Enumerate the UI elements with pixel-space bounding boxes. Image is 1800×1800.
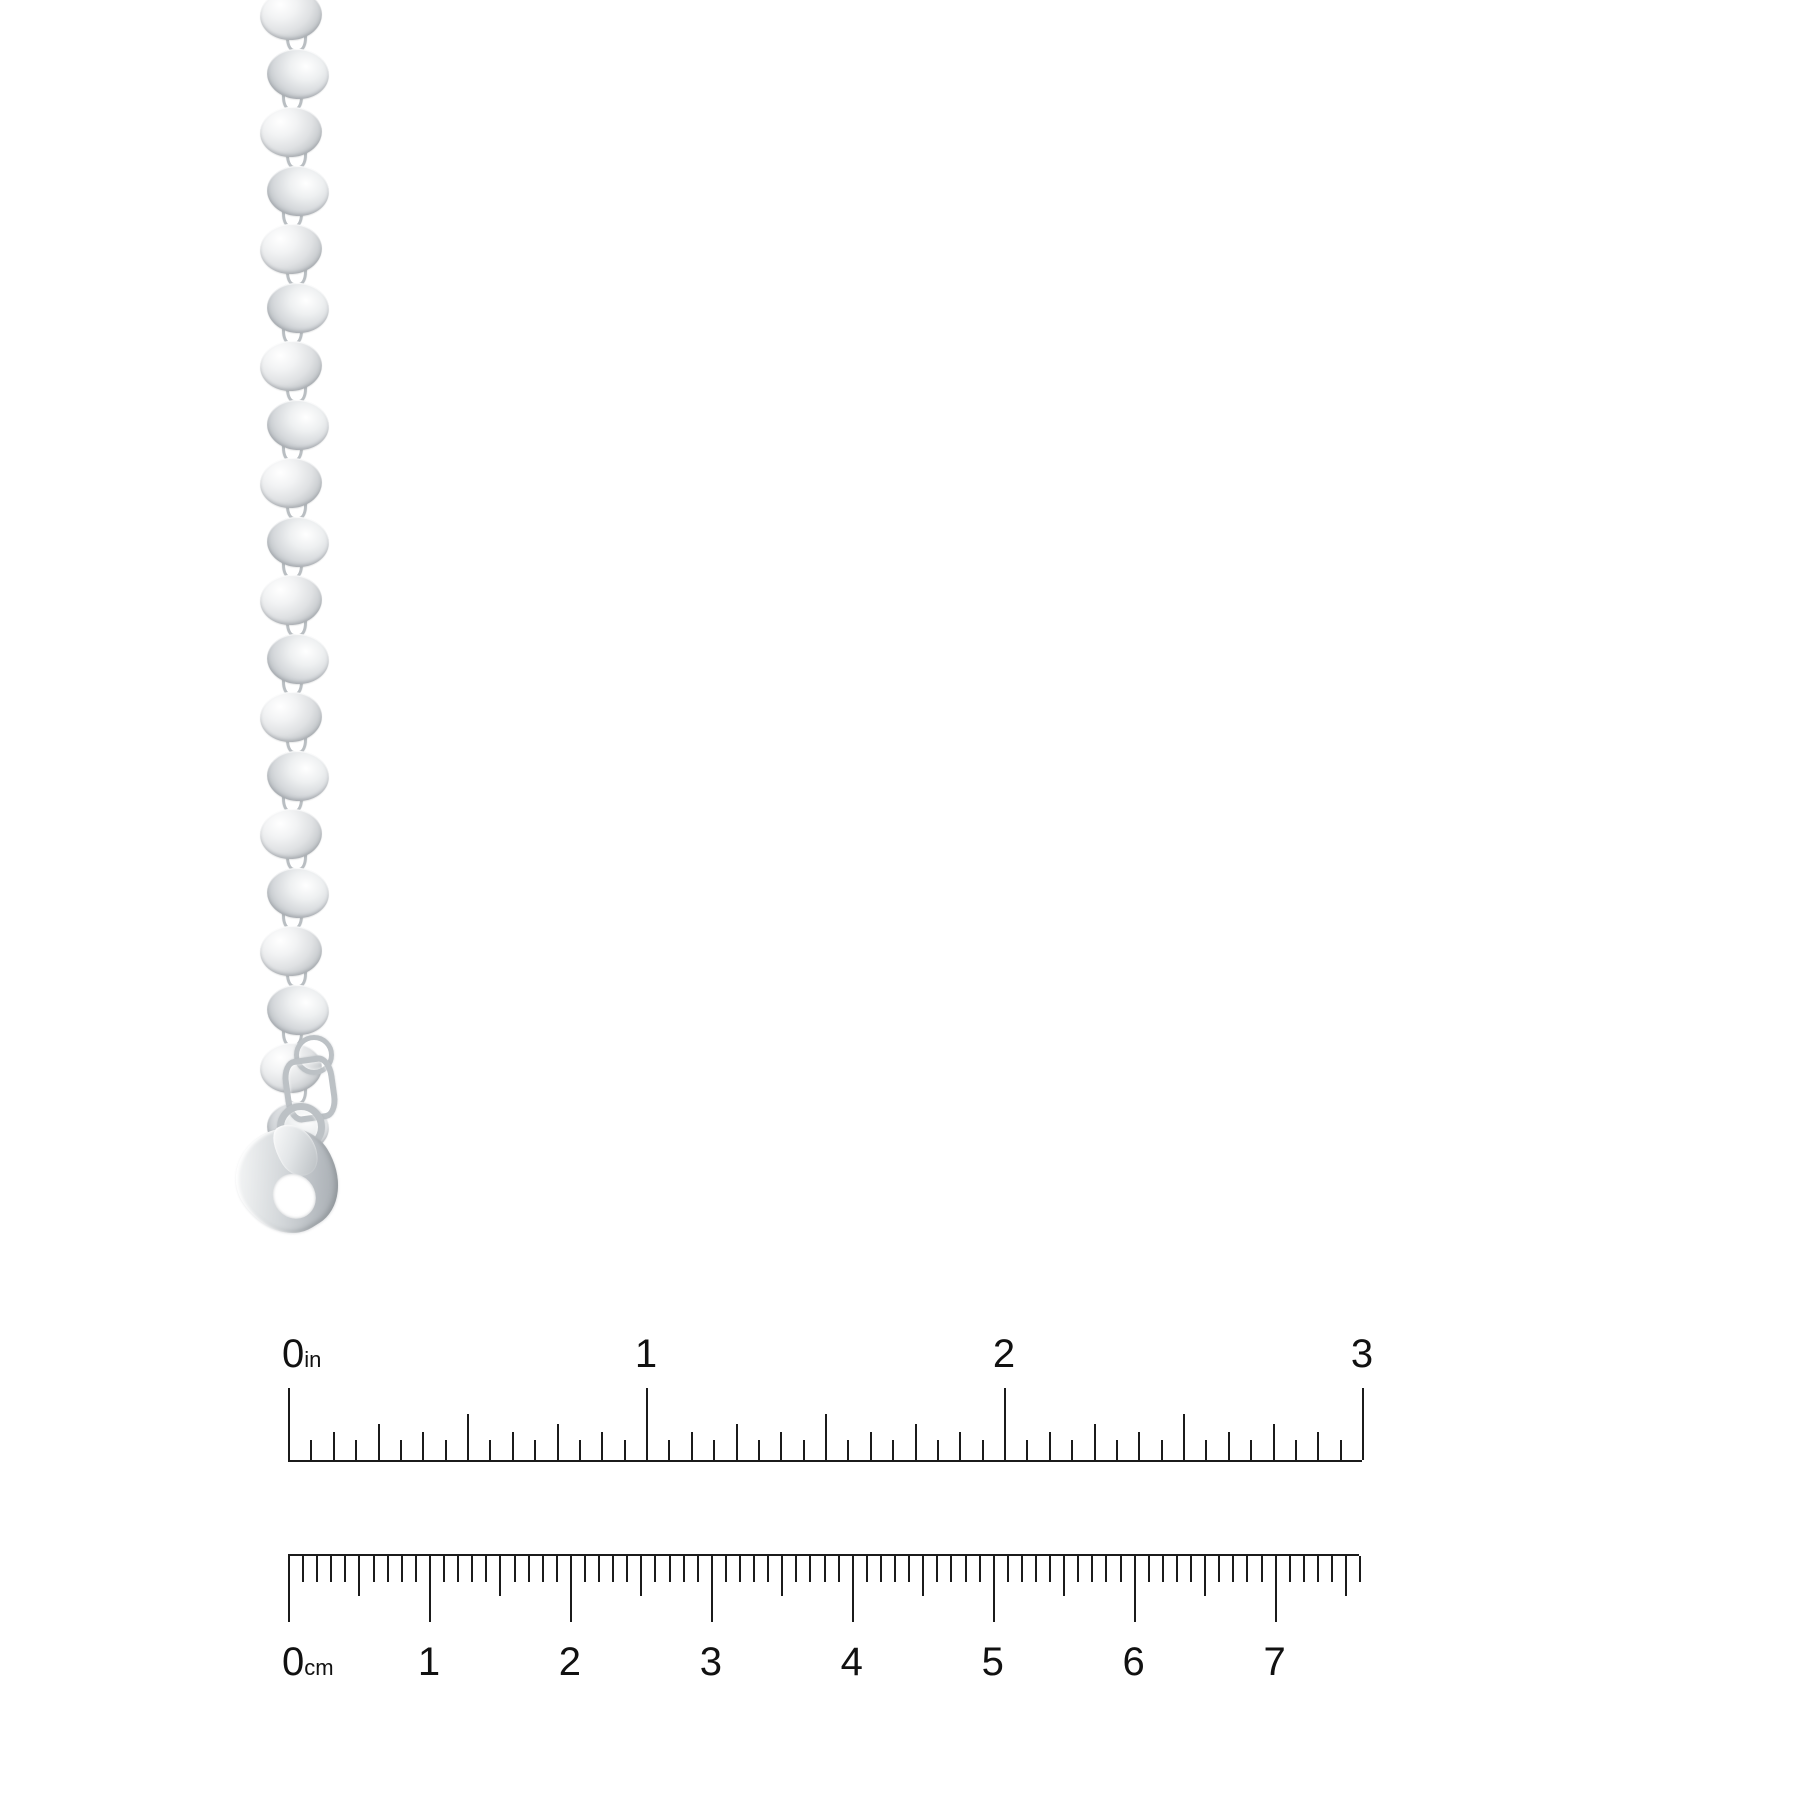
inch-minor-tick [1138, 1432, 1140, 1460]
cm-minor-tick [1359, 1556, 1361, 1582]
inch-minor-tick [1183, 1414, 1185, 1460]
cm-major-tick [570, 1556, 572, 1622]
inch-minor-tick [959, 1432, 961, 1460]
cm-minor-tick [654, 1556, 656, 1582]
cm-minor-tick [809, 1556, 811, 1582]
cm-major-tick [993, 1556, 995, 1622]
inch-minor-tick [512, 1432, 514, 1460]
chain-disc [258, 105, 323, 159]
cm-minor-tick [499, 1556, 501, 1596]
cm-minor-tick [640, 1556, 642, 1596]
cm-minor-tick [965, 1556, 967, 1582]
inch-minor-tick [1094, 1424, 1096, 1460]
cm-minor-tick [556, 1556, 558, 1582]
cm-minor-tick [1035, 1556, 1037, 1582]
cm-minor-tick [725, 1556, 727, 1582]
cm-minor-tick [1331, 1556, 1333, 1582]
cm-minor-tick [1021, 1556, 1023, 1582]
chain-disc [258, 690, 323, 744]
cm-minor-tick [697, 1556, 699, 1582]
cm-minor-tick [401, 1556, 403, 1582]
inch-minor-tick [1026, 1440, 1028, 1460]
disc-chain [255, 0, 395, 1050]
cm-minor-tick [683, 1556, 685, 1582]
chain-disc [258, 339, 323, 393]
chain-disc [265, 631, 330, 685]
inch-minor-tick [378, 1424, 380, 1460]
inch-major-tick [1362, 1388, 1364, 1460]
dual-unit-ruler [268, 1332, 1508, 1710]
cm-minor-tick [344, 1556, 346, 1582]
inch-minor-tick [691, 1432, 693, 1460]
cm-minor-tick [838, 1556, 840, 1582]
cm-minor-tick [330, 1556, 332, 1582]
inch-minor-tick [1205, 1440, 1207, 1460]
inch-major-tick [1004, 1388, 1006, 1460]
cm-minor-tick [542, 1556, 544, 1582]
inch-minor-tick [825, 1414, 827, 1460]
cm-minor-tick [1261, 1556, 1263, 1582]
cm-major-tick [1134, 1556, 1136, 1622]
cm-minor-tick [358, 1556, 360, 1596]
cm-minor-tick [739, 1556, 741, 1582]
cm-major-tick [711, 1556, 713, 1622]
cm-minor-tick [415, 1556, 417, 1582]
cm-minor-tick [795, 1556, 797, 1582]
cm-minor-tick [373, 1556, 375, 1582]
inch-minor-tick [892, 1440, 894, 1460]
cm-minor-tick [1289, 1556, 1291, 1582]
inch-minor-tick [467, 1414, 469, 1460]
cm-minor-tick [1176, 1556, 1178, 1582]
inch-minor-tick [310, 1440, 312, 1460]
cm-minor-tick [669, 1556, 671, 1582]
inch-minor-tick [1317, 1432, 1319, 1460]
chain-disc [258, 924, 323, 978]
inch-minor-tick [870, 1432, 872, 1460]
cm-minor-tick [894, 1556, 896, 1582]
inch-minor-tick [601, 1432, 603, 1460]
inch-minor-tick [1273, 1424, 1275, 1460]
inch-baseline [288, 1460, 1362, 1462]
cm-minor-tick [880, 1556, 882, 1582]
cm-minor-tick [824, 1556, 826, 1582]
cm-baseline [288, 1554, 1359, 1556]
inch-minor-tick [1250, 1440, 1252, 1460]
cm-minor-tick [936, 1556, 938, 1582]
inch-major-tick [288, 1388, 290, 1460]
cm-label: 6 [1122, 1640, 1145, 1684]
cm-label: 7 [1263, 1640, 1286, 1684]
inch-major-tick [646, 1388, 648, 1460]
inch-minor-tick [1295, 1440, 1297, 1460]
inch-minor-tick [422, 1432, 424, 1460]
cm-major-tick [1275, 1556, 1277, 1622]
cm-minor-tick [908, 1556, 910, 1582]
inch-label: 1 [634, 1332, 658, 1376]
cm-minor-tick [387, 1556, 389, 1582]
inch-minor-tick [557, 1424, 559, 1460]
inch-minor-tick [1071, 1440, 1073, 1460]
chain-disc [265, 46, 330, 100]
cm-minor-tick [457, 1556, 459, 1582]
cm-minor-tick [950, 1556, 952, 1582]
cm-minor-tick [1049, 1556, 1051, 1582]
cm-minor-tick [1007, 1556, 1009, 1582]
cm-major-tick [288, 1556, 290, 1622]
cm-minor-tick [1232, 1556, 1234, 1582]
cm-minor-tick [626, 1556, 628, 1582]
inch-minor-tick [713, 1440, 715, 1460]
cm-label: 1 [417, 1640, 441, 1684]
inch-minor-tick [1049, 1432, 1051, 1460]
cm-minor-tick [612, 1556, 614, 1582]
cm-minor-tick [1091, 1556, 1093, 1582]
cm-minor-tick [471, 1556, 473, 1582]
cm-minor-tick [1162, 1556, 1164, 1582]
chain-disc [265, 280, 330, 334]
cm-minor-tick [1218, 1556, 1220, 1582]
cm-minor-tick [485, 1556, 487, 1582]
inch-minor-tick [736, 1424, 738, 1460]
inch-minor-tick [333, 1432, 335, 1460]
chain-disc [265, 514, 330, 568]
inch-minor-tick [355, 1440, 357, 1460]
cm-minor-tick [514, 1556, 516, 1582]
cm-minor-tick [922, 1556, 924, 1596]
inch-minor-tick [982, 1440, 984, 1460]
chain-disc [265, 982, 330, 1036]
cm-minor-tick [1303, 1556, 1305, 1582]
cm-minor-tick [767, 1556, 769, 1582]
inch-minor-tick [668, 1440, 670, 1460]
cm-minor-tick [1148, 1556, 1150, 1582]
cm-label: 4 [840, 1640, 863, 1684]
cm-minor-tick [443, 1556, 445, 1582]
cm-label: 2 [558, 1640, 581, 1684]
inch-minor-tick [915, 1424, 917, 1460]
cm-label: 3 [699, 1640, 722, 1684]
cm-minor-tick [1077, 1556, 1079, 1582]
inch-minor-tick [1340, 1440, 1342, 1460]
inch-minor-tick [489, 1440, 491, 1460]
cm-minor-tick [1190, 1556, 1192, 1582]
chain-disc [258, 573, 323, 627]
chain-disc [265, 163, 330, 217]
cm-minor-tick [528, 1556, 530, 1582]
inch-minor-tick [624, 1440, 626, 1460]
inch-minor-tick [400, 1440, 402, 1460]
inch-label: 3 [1350, 1332, 1374, 1376]
inch-minor-tick [937, 1440, 939, 1460]
cm-minor-tick [1063, 1556, 1065, 1596]
inch-minor-tick [1228, 1432, 1230, 1460]
chain-disc [258, 456, 323, 510]
inch-minor-tick [780, 1432, 782, 1460]
inch-zero-label: 0in [282, 1332, 322, 1376]
cm-label: 5 [981, 1640, 1004, 1684]
chain-disc [258, 0, 323, 42]
clasp-body [218, 1100, 376, 1256]
cm-minor-tick [781, 1556, 783, 1596]
chain-disc [258, 222, 323, 276]
cm-minor-tick [1246, 1556, 1248, 1582]
cm-minor-tick [1345, 1556, 1347, 1596]
inch-minor-tick [579, 1440, 581, 1460]
inch-minor-tick [445, 1440, 447, 1460]
cm-zero-label: 0cm [282, 1640, 334, 1684]
cm-minor-tick [753, 1556, 755, 1582]
inch-minor-tick [847, 1440, 849, 1460]
inch-minor-tick [803, 1440, 805, 1460]
inch-minor-tick [534, 1440, 536, 1460]
chain-disc [258, 807, 323, 861]
chain-disc [265, 865, 330, 919]
cm-minor-tick [866, 1556, 868, 1582]
lobster-clasp [232, 1035, 382, 1245]
cm-minor-tick [1317, 1556, 1319, 1582]
cm-minor-tick [316, 1556, 318, 1582]
inch-label: 2 [992, 1332, 1016, 1376]
chain-disc [265, 748, 330, 802]
cm-major-tick [429, 1556, 431, 1622]
cm-minor-tick [1204, 1556, 1206, 1596]
cm-minor-tick [584, 1556, 586, 1582]
cm-minor-tick [979, 1556, 981, 1582]
inch-minor-tick [758, 1440, 760, 1460]
cm-minor-tick [302, 1556, 304, 1582]
cm-major-tick [852, 1556, 854, 1622]
chain-disc [265, 397, 330, 451]
cm-minor-tick [598, 1556, 600, 1582]
inch-minor-tick [1116, 1440, 1118, 1460]
cm-minor-tick [1105, 1556, 1107, 1582]
cm-minor-tick [1120, 1556, 1122, 1582]
inch-minor-tick [1161, 1440, 1163, 1460]
